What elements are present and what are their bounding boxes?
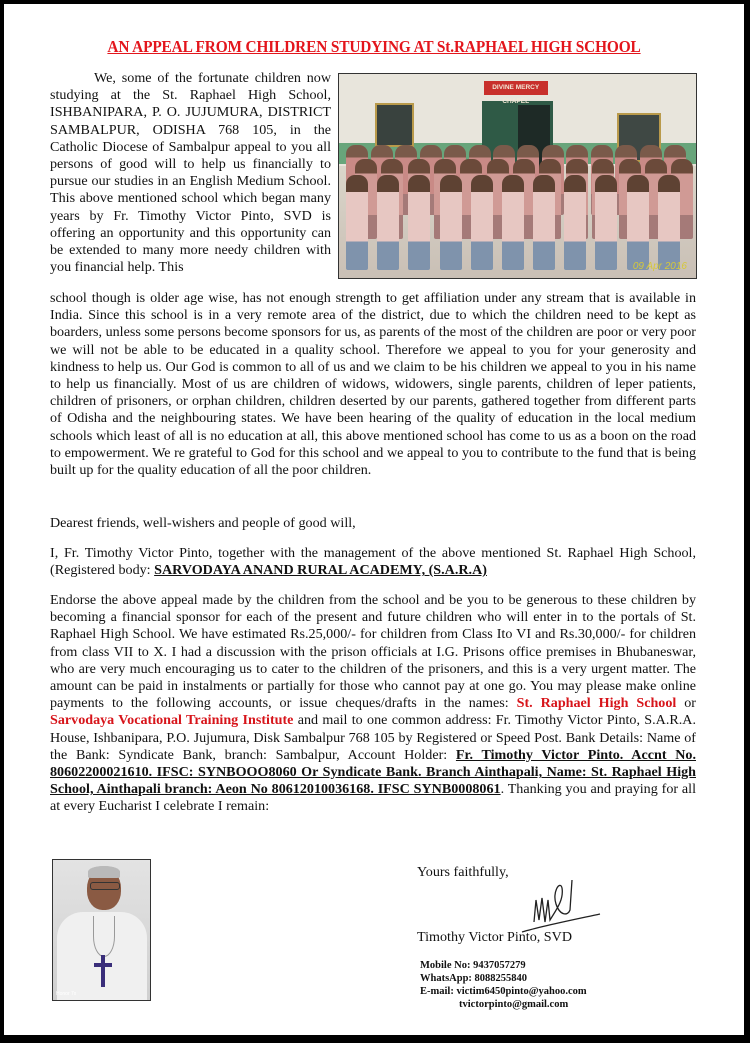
appeal-continued xyxy=(50,290,696,479)
cross-chain xyxy=(93,916,115,957)
payee-sarvodaya: Sarvodaya Vocational Training Institute xyxy=(50,712,294,729)
endorsement-intro xyxy=(50,545,696,579)
whatsapp-number: WhatsApp: 8088255840 xyxy=(420,973,528,984)
priest-photo xyxy=(52,859,151,1001)
salutation-text: Dearest friends, well-wishers and people of good will, xyxy=(50,515,356,531)
child-figure xyxy=(408,175,430,270)
letter-text-1: Endorse the above appeal made by the children from the school and be you to be generous to these children by becoming a financial sponsor for each of the present and future children who will enter in to the portals of St. Raphael High School. We have estimated Rs.25,000/- for children from Class Ito VI and Rs.30,000/- for children from class VII to X. I had a discussion with the prison officials at I.G. Prisons office premises in Bhubaneswar, who are very much encouraging us to cater to the children of the prisoners, and this is a very urgent matter. The amount can be paid in instalments or partially for those who cannot pay at one go. You may please make online payments to the following accounts, or issue cheques/drafts in the names: xyxy=(50,592,696,712)
child-figure xyxy=(377,175,399,270)
priest-glasses xyxy=(90,882,120,890)
child-figure xyxy=(658,175,680,270)
payee-connector: or xyxy=(676,695,696,712)
child-figure xyxy=(627,175,649,270)
chapel-sign: DIVINE MERCY CHAPEL xyxy=(484,81,548,95)
endorsement-text: I, Fr. Timothy Victor Pinto, together with the management of the above mentioned St. Raphael High School, (Registered body: xyxy=(50,545,696,579)
registered-body-name: SARVODAYA ANAND RURAL ACADEMY, (S.A.R.A) xyxy=(154,562,487,579)
children-group xyxy=(346,145,689,278)
priest-hair-top xyxy=(88,866,120,878)
signer-name: Timothy Victor Pinto, SVD xyxy=(417,929,573,945)
letter-text-3: . Thanking you and praying for all at every Eucharist I celebrate I remain: xyxy=(50,781,696,815)
appeal-continued-text: school though is older age wise, has not enough strength to get affiliation under any stream that is available in India. Since this school is in a very remote area of the district, due to which the children need to be kept as boarders, unless some persons become sponsors for us, as parents of the most of the children are poor or very poor we will not be able to be educated in a quality school. Therefore we appeal to you for your generosity and kindness to help us. Our God is common to all of us and we claim to be his children we appeal to you in his name to help us financially. Most of us are children of widows, widowers, single parents, children of leper patients, children of prisoners, or orphan children, children deserted by our parents, gathered together from different parts of Odisha and the neighbouring states. We have been hearing of the quality of education in the local medium schools which least of all is no education at all, this above mentioned school has come to us as a boon on the road to empowerment. We re grateful to God for this school and we appeal to you to contribute to the fund that is being built up for the quality education of all the poor children. xyxy=(50,290,696,479)
intro-paragraph xyxy=(50,70,331,276)
contact-block xyxy=(420,959,587,1011)
photo-window-left xyxy=(375,103,415,148)
bank-details: Fr. Timothy Victor Pinto. Accnt No. 80602200021610. IFSC: SYNBOOO8060 Or Syndicate Bank. Branch Ainthapali, Name: St. Raphael High School, Ainthapali branch: Aeon No 80612010036168. IFSC SYNB0008061 xyxy=(50,746,696,798)
child-figure xyxy=(440,175,462,270)
child-figure xyxy=(533,175,555,270)
group-photo xyxy=(338,73,697,279)
email-primary: E-mail: victim6450pinto@yahoo.com xyxy=(420,986,587,997)
child-figure xyxy=(564,175,586,270)
email-secondary: tvictorpinto@gmail.com xyxy=(459,999,569,1010)
document-title: AN APPEAL FROM CHILDREN STUDYING AT St.RAPHAEL HIGH SCHOOL xyxy=(107,37,641,56)
child-figure xyxy=(346,175,368,270)
intro-text: We, some of the fortunate children now studying at the St. Raphael High School, ISHBANIPARA, P. O. JUJUMURA, DISTRICT SAMBALPUR, ODISHA 768 105, in the Catholic Diocese of Sambalpur appeal to you all persons of good will to help us financially to pursue our studies in an English Medium School. This above mentioned school which began many years by Fr. Timothy Victor Pinto, SVD is offering an opportunity and this opportunity can be extended to many more needy children with you financial help. This xyxy=(50,70,331,276)
cross-icon-bar xyxy=(94,963,112,967)
letter-text-2: and mail to one common address: Fr. Timothy Victor Pinto, S.A.R.A. House, Ishbanipara, P.O. Jujumura, Disk Sambalpur 768 105 by Registered or Speed Post. Bank Details: Name of the Bank: Syndicate Bank, branch: Sambalpur, Account Holder: xyxy=(50,712,696,763)
document-page xyxy=(4,4,744,1035)
child-figure xyxy=(471,175,493,270)
letter-body xyxy=(50,592,696,816)
mobile-number: Mobile No: 9437057279 xyxy=(420,960,526,971)
endorsement-paragraph xyxy=(50,545,696,579)
cross-icon xyxy=(101,955,105,987)
child-figure xyxy=(502,175,524,270)
photo-watermark: Honor 7x xyxy=(56,991,77,997)
child-figure xyxy=(595,175,617,270)
payee-st-raphael: St. Raphael High School xyxy=(516,695,677,712)
letter-paragraph xyxy=(50,592,696,816)
photo-date-stamp: 09 Apr 2016 xyxy=(632,261,687,272)
closing-line: Yours faithfully, xyxy=(417,864,509,880)
salutation xyxy=(50,515,696,532)
